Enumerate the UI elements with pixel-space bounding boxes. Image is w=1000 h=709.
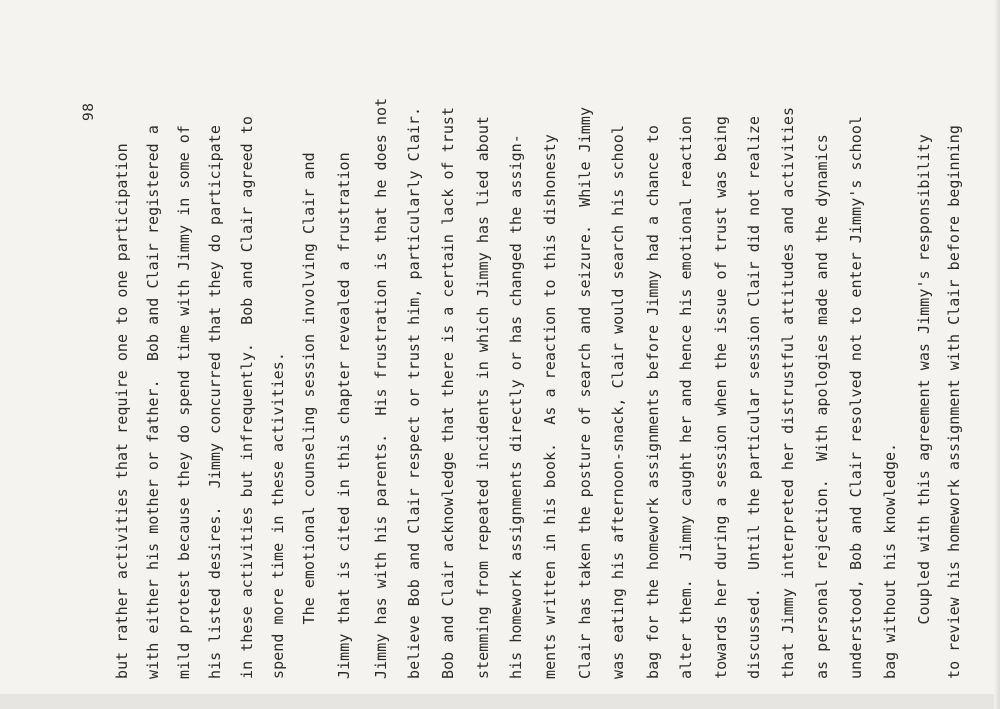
text-line: that Jimmy interpreted her distrustful attitudes and activities <box>779 106 797 679</box>
text-line: Clair has taken the posture of search and seizure. While Jimmy <box>576 106 594 679</box>
text-line: but rather activities that require one to one participation <box>113 143 131 679</box>
text-line: Coupled with this agreement was Jimmy's responsibility <box>915 134 933 679</box>
text-line: his listed desires. Jimmy concurred that they do participate <box>206 125 224 679</box>
text-line: Jimmy that is cited in this chapter revealed a frustration <box>335 152 353 679</box>
text-line: understood, Bob and Clair resolved not to enter Jimmy's school <box>847 115 865 679</box>
page-number: 98 <box>81 102 97 121</box>
text-line: with either his mother or father. Bob and Clair registered a <box>144 125 162 679</box>
text-line: Bob and Clair acknowledge that there is a certain lack of trust <box>439 106 457 679</box>
text-line: in these activities but infrequently. Bob and Clair agreed to <box>238 115 256 679</box>
text-line: as personal rejection. With apologies made and the dynamics <box>813 134 831 679</box>
text-line: bag without his knowledge. <box>881 442 899 679</box>
text-line: to review his homework assignment with Clair before beginning <box>945 125 963 679</box>
text-line: bag for the homework assignments before Jimmy had a chance to <box>644 125 662 679</box>
text-line: stemming from repeated incidents in which Jimmy has lied about <box>474 115 492 679</box>
text-line: ments written in his book. As a reaction to this dishonesty <box>541 134 559 679</box>
text-line: discussed. Until the particular session Clair did not realize <box>745 115 763 679</box>
text-line: was eating his afternoon-snack, Clair would search his school <box>609 125 627 679</box>
text-line: The emotional counseling session involving Clair and <box>300 152 318 679</box>
text-line: his homework assignments directly or has changed the assign- <box>507 134 525 679</box>
text-line: mild protest because they do spend time with Jimmy in some of <box>175 125 193 679</box>
text-line: towards her during a session when the issue of trust was being <box>712 115 730 679</box>
text-line: alter them. Jimmy caught her and hence his emotional reaction <box>677 115 695 679</box>
text-line: Jimmy has with his parents. His frustration is that he does not <box>372 97 390 679</box>
text-line: spend more time in these activities. <box>269 352 287 679</box>
text-line: believe Bob and Clair respect or trust him, particularly Clair. <box>405 106 423 679</box>
